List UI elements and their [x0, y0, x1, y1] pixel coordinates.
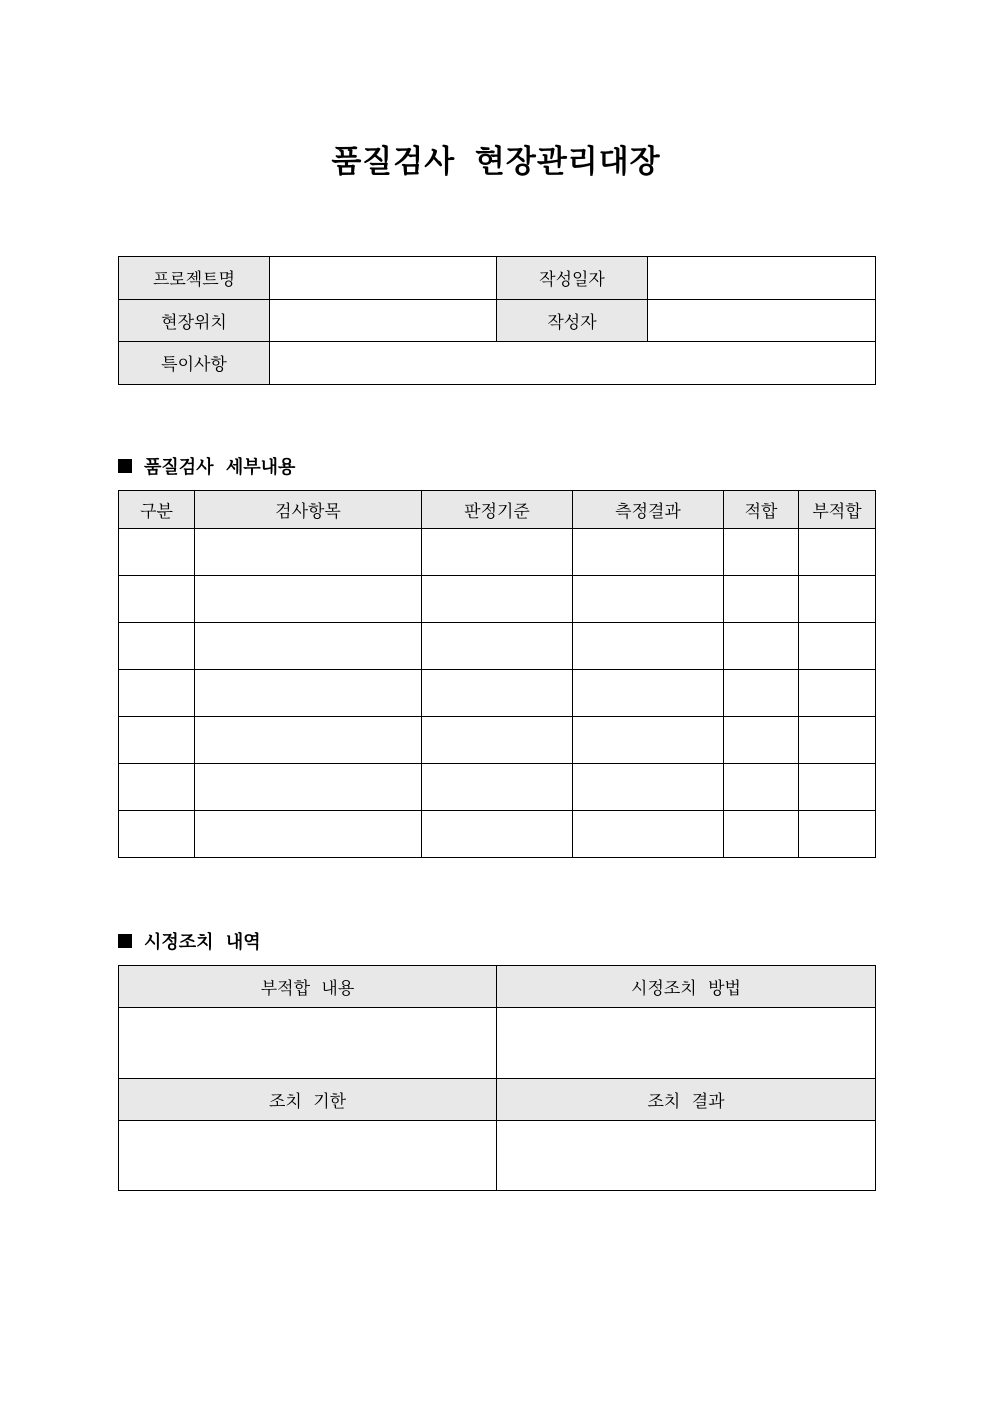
- column-header-inspection-item: 검사항목: [195, 491, 422, 529]
- detail-header-row: [119, 491, 876, 529]
- action-body-row-1: [119, 1008, 876, 1079]
- measurement-cell[interactable]: [573, 576, 724, 623]
- site-location-field[interactable]: [270, 299, 497, 342]
- measurement-cell[interactable]: [573, 670, 724, 717]
- detail-section-heading: [118, 453, 295, 479]
- inspection-item-cell[interactable]: [195, 670, 422, 717]
- pass-cell[interactable]: [724, 717, 799, 764]
- corrective-action-table: [118, 965, 876, 1191]
- column-header-pass: 적합: [724, 491, 799, 529]
- square-bullet-icon: [118, 459, 132, 473]
- fail-cell[interactable]: [799, 717, 876, 764]
- inspection-detail-table: [118, 490, 876, 858]
- nonconformity-label: 부적합 내용: [119, 966, 497, 1008]
- site-location-label: 현장위치: [119, 299, 270, 342]
- criteria-cell[interactable]: [422, 811, 573, 858]
- fail-cell[interactable]: [799, 576, 876, 623]
- action-body-row-2: [119, 1121, 876, 1191]
- action-section-heading: [118, 928, 261, 954]
- fail-cell[interactable]: [799, 670, 876, 717]
- category-cell[interactable]: [119, 576, 195, 623]
- inspection-item-cell[interactable]: [195, 717, 422, 764]
- column-header-fail: 부적합: [799, 491, 876, 529]
- fail-cell[interactable]: [799, 811, 876, 858]
- measurement-cell[interactable]: [573, 764, 724, 811]
- inspection-item-cell[interactable]: [195, 576, 422, 623]
- criteria-cell[interactable]: [422, 717, 573, 764]
- category-cell[interactable]: [119, 717, 195, 764]
- remarks-label: 특이사항: [119, 342, 270, 385]
- table-row: [119, 529, 876, 576]
- pass-cell[interactable]: [724, 670, 799, 717]
- nonconformity-field[interactable]: [119, 1008, 497, 1079]
- inspection-item-cell[interactable]: [195, 811, 422, 858]
- inspection-item-cell[interactable]: [195, 529, 422, 576]
- measurement-cell[interactable]: [573, 529, 724, 576]
- fail-cell[interactable]: [799, 623, 876, 670]
- fail-cell[interactable]: [799, 529, 876, 576]
- deadline-label: 조치 기한: [119, 1079, 497, 1121]
- pass-cell[interactable]: [724, 764, 799, 811]
- info-row-project: [119, 257, 876, 300]
- category-cell[interactable]: [119, 529, 195, 576]
- date-label: 작성일자: [497, 257, 648, 300]
- remarks-field[interactable]: [270, 342, 876, 385]
- measurement-cell[interactable]: [573, 811, 724, 858]
- criteria-cell[interactable]: [422, 670, 573, 717]
- detail-section-title: 품질검사 세부내용: [144, 457, 296, 478]
- action-header-row-1: [119, 966, 876, 1008]
- info-table: [118, 256, 876, 385]
- result-label: 조치 결과: [497, 1079, 876, 1121]
- author-label: 작성자: [497, 299, 648, 342]
- action-section-title: 시정조치 내역: [144, 932, 261, 953]
- table-row: [119, 576, 876, 623]
- date-field[interactable]: [648, 257, 876, 300]
- project-name-field[interactable]: [270, 257, 497, 300]
- corrective-method-label: 시정조치 방법: [497, 966, 876, 1008]
- table-row: [119, 764, 876, 811]
- pass-cell[interactable]: [724, 623, 799, 670]
- category-cell[interactable]: [119, 811, 195, 858]
- author-field[interactable]: [648, 299, 876, 342]
- deadline-field[interactable]: [119, 1121, 497, 1191]
- table-row: [119, 811, 876, 858]
- measurement-cell[interactable]: [573, 623, 724, 670]
- criteria-cell[interactable]: [422, 576, 573, 623]
- info-row-location: [119, 299, 876, 342]
- action-header-row-2: [119, 1079, 876, 1121]
- column-header-category: 구분: [119, 491, 195, 529]
- pass-cell[interactable]: [724, 529, 799, 576]
- criteria-cell[interactable]: [422, 764, 573, 811]
- project-name-label: 프로젝트명: [119, 257, 270, 300]
- inspection-item-cell[interactable]: [195, 764, 422, 811]
- column-header-measurement: 측정결과: [573, 491, 724, 529]
- measurement-cell[interactable]: [573, 717, 724, 764]
- table-row: [119, 717, 876, 764]
- pass-cell[interactable]: [724, 576, 799, 623]
- criteria-cell[interactable]: [422, 529, 573, 576]
- category-cell[interactable]: [119, 623, 195, 670]
- square-bullet-icon: [118, 934, 132, 948]
- pass-cell[interactable]: [724, 811, 799, 858]
- category-cell[interactable]: [119, 670, 195, 717]
- info-row-remarks: [119, 342, 876, 385]
- category-cell[interactable]: [119, 764, 195, 811]
- table-row: [119, 623, 876, 670]
- fail-cell[interactable]: [799, 764, 876, 811]
- inspection-item-cell[interactable]: [195, 623, 422, 670]
- table-row: [119, 670, 876, 717]
- corrective-method-field[interactable]: [497, 1008, 876, 1079]
- result-field[interactable]: [497, 1121, 876, 1191]
- column-header-criteria: 판정기준: [422, 491, 573, 529]
- criteria-cell[interactable]: [422, 623, 573, 670]
- page-title: 품질검사 현장관리대장: [331, 144, 661, 180]
